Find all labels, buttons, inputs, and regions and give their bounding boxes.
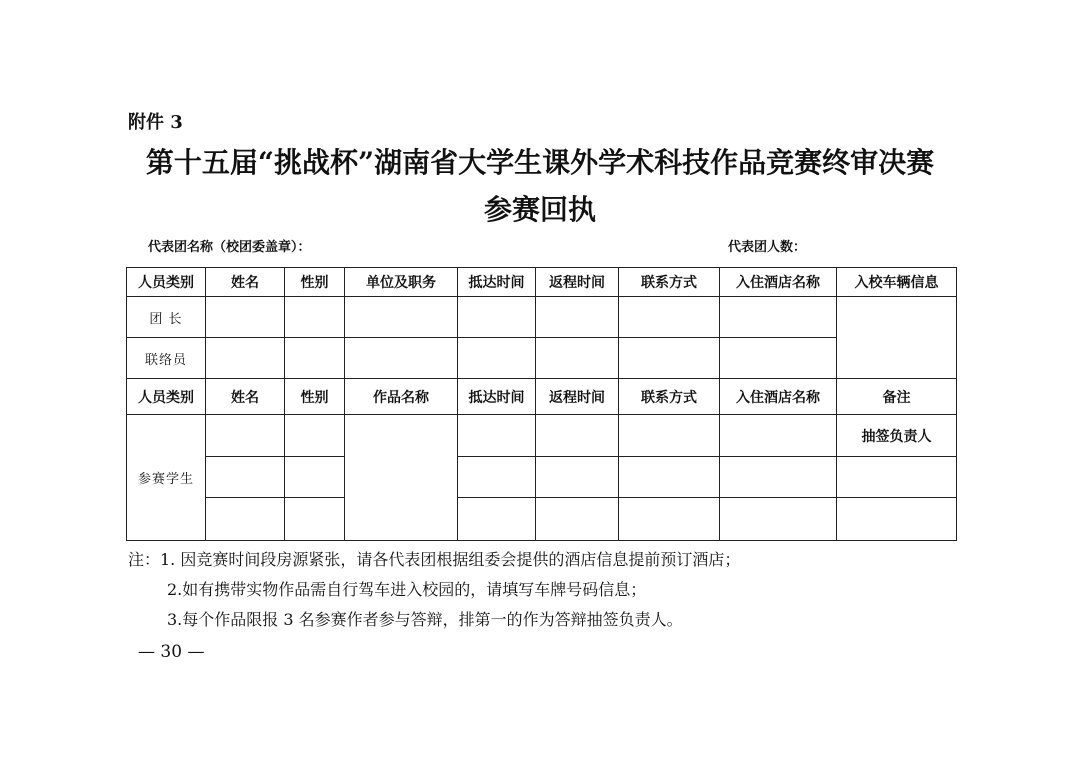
input-cell[interactable]: [285, 297, 345, 338]
input-cell[interactable]: [536, 338, 619, 379]
delegation-count-label: 代表团人数：: [728, 240, 807, 255]
table-header-row-2: [127, 379, 957, 415]
header-cell: 入住酒店名称: [720, 379, 837, 415]
header-cell: 性别: [285, 379, 345, 415]
input-cell[interactable]: [720, 338, 837, 379]
note-line-1: 注：1. 因竞赛时间段房源紧张，请各代表团根据组委会提供的酒店信息提前预订酒店；: [128, 550, 741, 569]
input-cell[interactable]: [206, 415, 285, 457]
header-cell: 抵达时间: [458, 268, 536, 297]
input-cell[interactable]: [619, 457, 720, 498]
input-cell[interactable]: [720, 457, 837, 498]
input-cell[interactable]: [837, 457, 957, 498]
table-row: [127, 297, 957, 338]
table-row: [127, 457, 957, 498]
input-cell[interactable]: [536, 498, 619, 541]
input-cell[interactable]: [206, 498, 285, 541]
table-row: [127, 415, 957, 457]
notes: [128, 545, 740, 635]
row-label-students: 参赛学生: [127, 415, 206, 541]
input-cell[interactable]: [458, 498, 536, 541]
remark-cell: 抽签负责人: [837, 415, 957, 457]
work-name-cell[interactable]: [345, 415, 458, 541]
header-cell: 人员类别: [127, 268, 206, 297]
input-cell[interactable]: [619, 338, 720, 379]
header-cell: 作品名称: [345, 379, 458, 415]
input-cell[interactable]: [720, 415, 837, 457]
input-cell[interactable]: [619, 415, 720, 457]
header-cell: 联系方式: [619, 268, 720, 297]
attachment-label: 附件 3: [128, 112, 183, 133]
page-number: — 30 —: [138, 642, 205, 662]
input-cell[interactable]: [458, 297, 536, 338]
input-cell[interactable]: [345, 338, 458, 379]
header-cell: 姓名: [206, 268, 285, 297]
input-cell[interactable]: [536, 457, 619, 498]
table-row: [127, 498, 957, 541]
header-cell: 单位及职务: [345, 268, 458, 297]
input-cell[interactable]: [345, 297, 458, 338]
input-cell[interactable]: [458, 338, 536, 379]
input-cell[interactable]: [619, 498, 720, 541]
vehicle-info-cell[interactable]: [837, 297, 957, 379]
input-cell[interactable]: [206, 457, 285, 498]
header-cell: 姓名: [206, 379, 285, 415]
input-cell[interactable]: [206, 338, 285, 379]
header-cell: 入校车辆信息: [837, 268, 957, 297]
delegation-name-label: 代表团名称（校团委盖章）：: [148, 240, 311, 255]
page-title: 第十五届“挑战杯”湖南省大学生课外学术科技作品竞赛终审决赛: [145, 146, 935, 179]
input-cell[interactable]: [285, 415, 345, 457]
note-line-3: 3.每个作品限报 3 名参赛作者参与答辩，排第一的作为答辩抽签负责人。: [167, 610, 683, 629]
input-cell[interactable]: [458, 415, 536, 457]
page-subtitle: 参赛回执: [483, 193, 596, 226]
input-cell[interactable]: [206, 297, 285, 338]
header-cell: 备注: [837, 379, 957, 415]
header-cell: 抵达时间: [458, 379, 536, 415]
input-cell[interactable]: [536, 415, 619, 457]
row-label-liaison: 联络员: [127, 338, 206, 379]
header-cell: 人员类别: [127, 379, 206, 415]
header-cell: 返程时间: [536, 379, 619, 415]
input-cell[interactable]: [458, 457, 536, 498]
table-row: [127, 338, 957, 379]
input-cell[interactable]: [536, 297, 619, 338]
input-cell[interactable]: [285, 457, 345, 498]
note-line-2: 2.如有携带实物作品需自行驾车进入校园的，请填写车牌号码信息；: [167, 580, 647, 599]
header-cell: 性别: [285, 268, 345, 297]
input-cell[interactable]: [285, 498, 345, 541]
header-cell: 返程时间: [536, 268, 619, 297]
registration-table: [126, 267, 957, 541]
input-cell[interactable]: [837, 498, 957, 541]
header-cell: 联系方式: [619, 379, 720, 415]
input-cell[interactable]: [720, 498, 837, 541]
header-cell: 入住酒店名称: [720, 268, 837, 297]
input-cell[interactable]: [619, 297, 720, 338]
table-header-row-1: [127, 268, 957, 297]
row-label-leader: 团 长: [127, 297, 206, 338]
input-cell[interactable]: [720, 297, 837, 338]
input-cell[interactable]: [285, 338, 345, 379]
